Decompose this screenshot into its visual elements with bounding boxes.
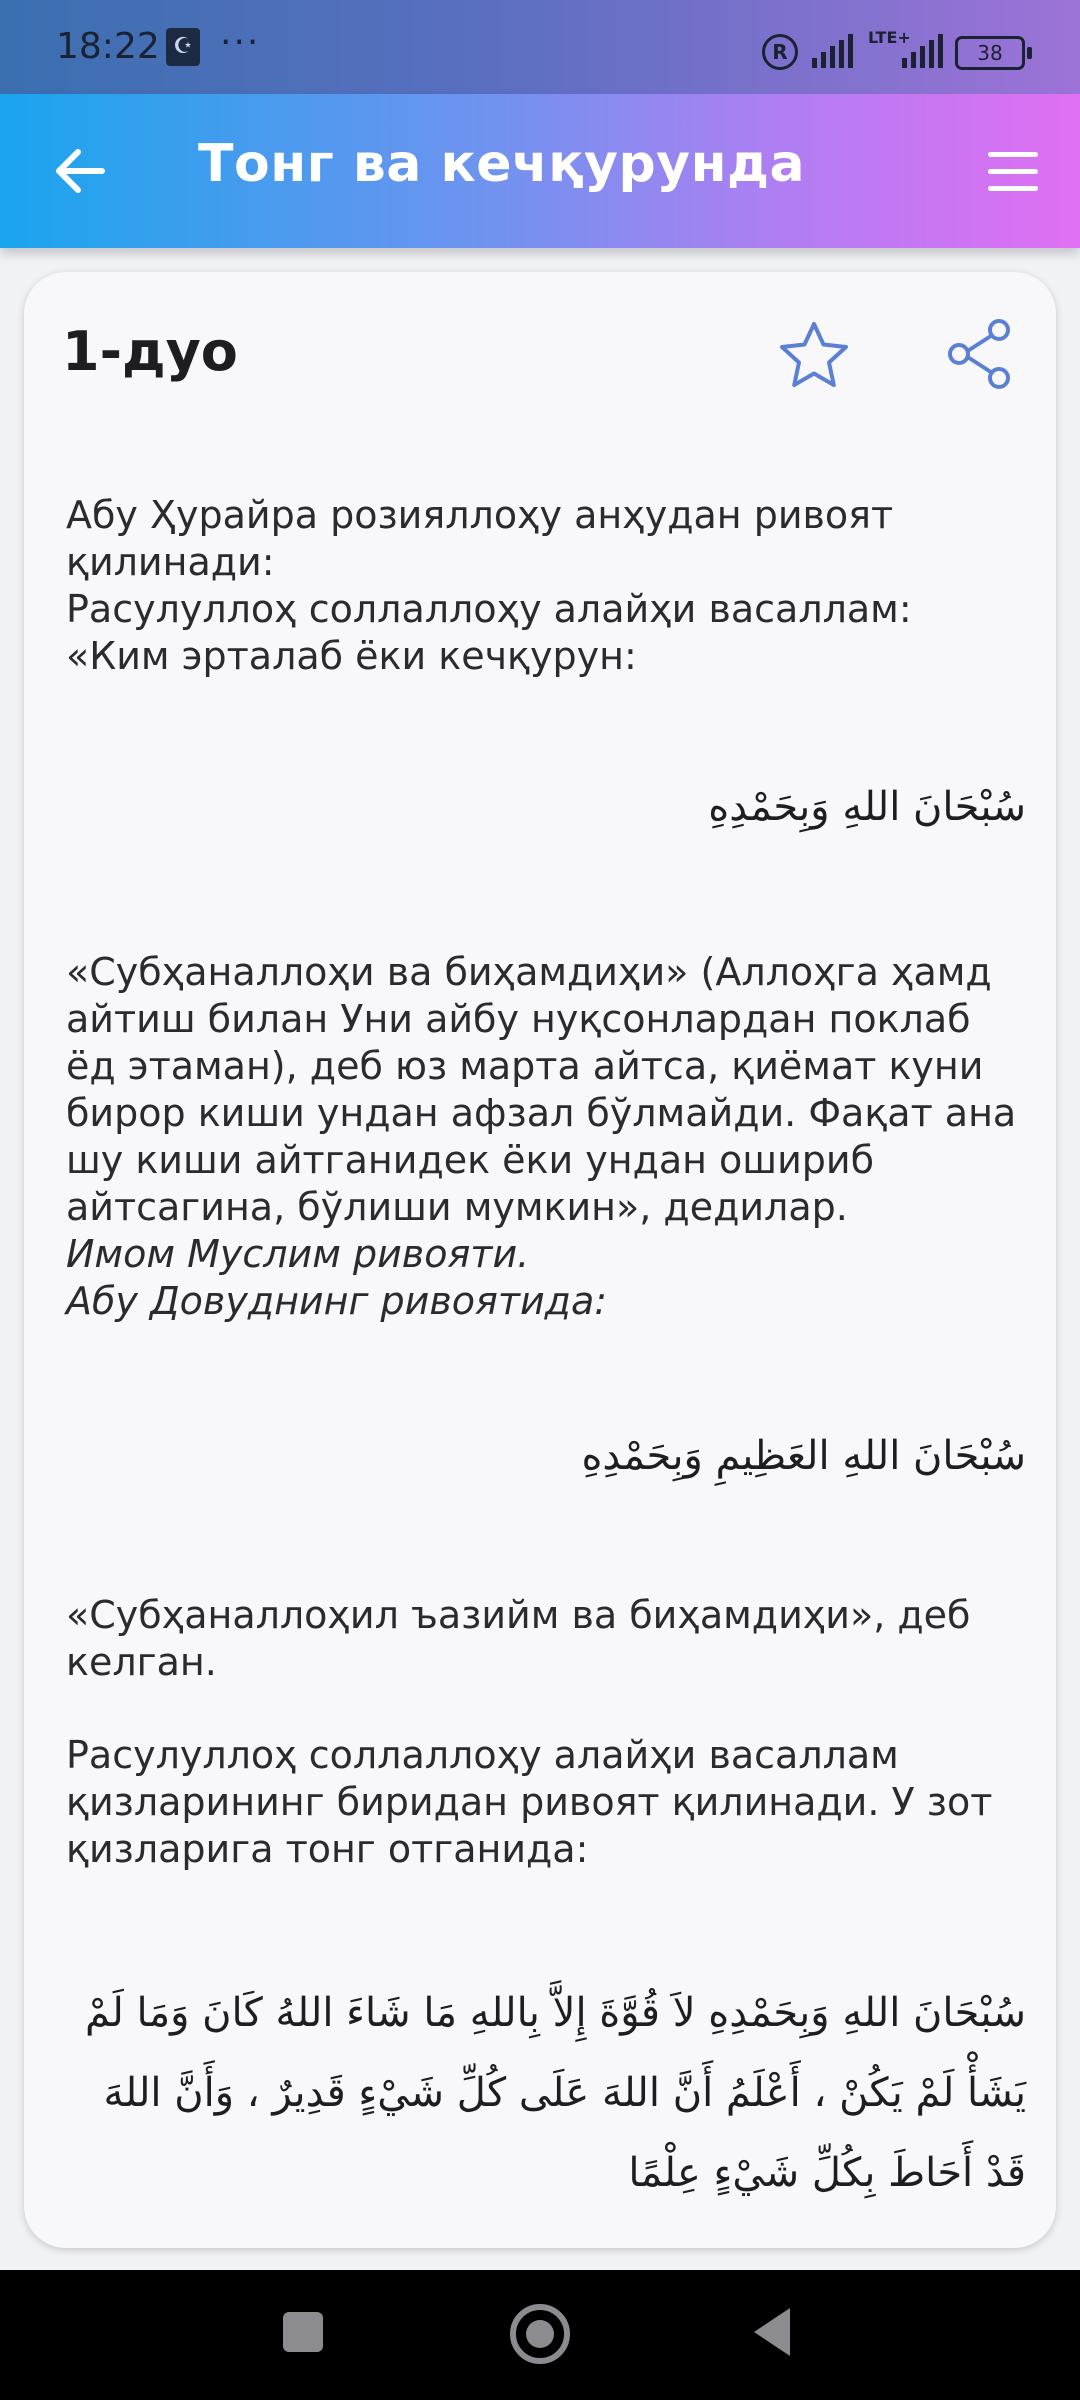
dua-card bbox=[24, 272, 1056, 2248]
hamburger-menu-icon[interactable] bbox=[988, 152, 1040, 192]
registered-icon: R bbox=[762, 34, 798, 70]
dua-text bbox=[66, 492, 1026, 2213]
narration-paragraph: Расулуллоҳ соллаллоҳу алайҳи васаллам қизларининг биридан ривоят қилинади. У зот қизларига тонг отганида: bbox=[66, 1733, 993, 1871]
battery-icon: 38 bbox=[955, 36, 1025, 70]
status-bar bbox=[0, 0, 1080, 94]
app-notification-icon: ☪ bbox=[166, 28, 200, 66]
more-notifications-icon: ··· bbox=[220, 22, 261, 63]
system-nav-bar bbox=[0, 2270, 1080, 2400]
translation-paragraph-2: «Субҳаналлоҳил ъазийм ва биҳамдиҳи», деб келган. bbox=[66, 1593, 971, 1684]
circle-home-icon[interactable] bbox=[510, 2304, 570, 2364]
share-icon[interactable] bbox=[939, 314, 1019, 394]
page-title: Тонг ва кечқурунда bbox=[198, 134, 806, 194]
signal-strength-icon-2 bbox=[902, 34, 943, 68]
arrow-left-icon[interactable] bbox=[48, 139, 112, 203]
source-note: Имом Муслим ривояти. bbox=[66, 1232, 530, 1276]
translation-paragraph: «Субҳаналлоҳи ва биҳамдиҳи» (Аллоҳга ҳамд айтиш билан Уни айбу нуқсонлардан поклаб ёд этаман), деб юз марта айтса, қиёмат куни бирор киши ундан афзал бўлмайди. Фақат ана шу киши айтганидек ёки ундан ошириб айтсагина, бўлиши мумкин», дедилар. bbox=[66, 950, 1017, 1229]
status-time: 18:22 bbox=[56, 26, 160, 67]
star-outline-icon[interactable] bbox=[774, 316, 854, 396]
narration-intro: Абу Ҳурайра розияллоҳу анҳудан ривоят қилинади: Расулуллоҳ соллаллоҳу алайҳи васаллам: «Ким эрталаб ёки кечқурун: bbox=[66, 493, 912, 678]
signal-strength-icon bbox=[812, 34, 853, 68]
arabic-text-2: سُبْحَانَ اللهِ العَظِيمِ وَبِحَمْدِهِ bbox=[581, 1433, 1026, 1479]
arabic-text: سُبْحَانَ اللهِ وَبِحَمْدِهِ bbox=[708, 784, 1026, 830]
lte-indicator: LTE+ bbox=[868, 28, 911, 47]
triangle-back-icon[interactable] bbox=[754, 2308, 790, 2356]
arabic-text-3: سُبْحَانَ اللهِ وَبِحَمْدِهِ لاَ قُوَّةَ إِلاَّ بِاللهِ مَا شَاءَ اللهُ كَانَ وَمَا لَمْ يَشَأْ لَمْ يَكُنْ ، أَعْلَمُ أَنَّ اللهَ عَلَى كُلِّ شَيْءٍ قَدِيرٌ ، وَأَنَّ اللهَ قَدْ أَحَاطَ بِكُلِّ شَيْءٍ عِلْمًا bbox=[84, 1990, 1026, 2196]
source-note-2: Абу Довуднинг ривоятида: bbox=[66, 1279, 608, 1323]
app-bar bbox=[0, 94, 1080, 248]
square-recents-icon[interactable] bbox=[283, 2312, 323, 2352]
dua-heading: 1-дуо bbox=[62, 320, 238, 383]
